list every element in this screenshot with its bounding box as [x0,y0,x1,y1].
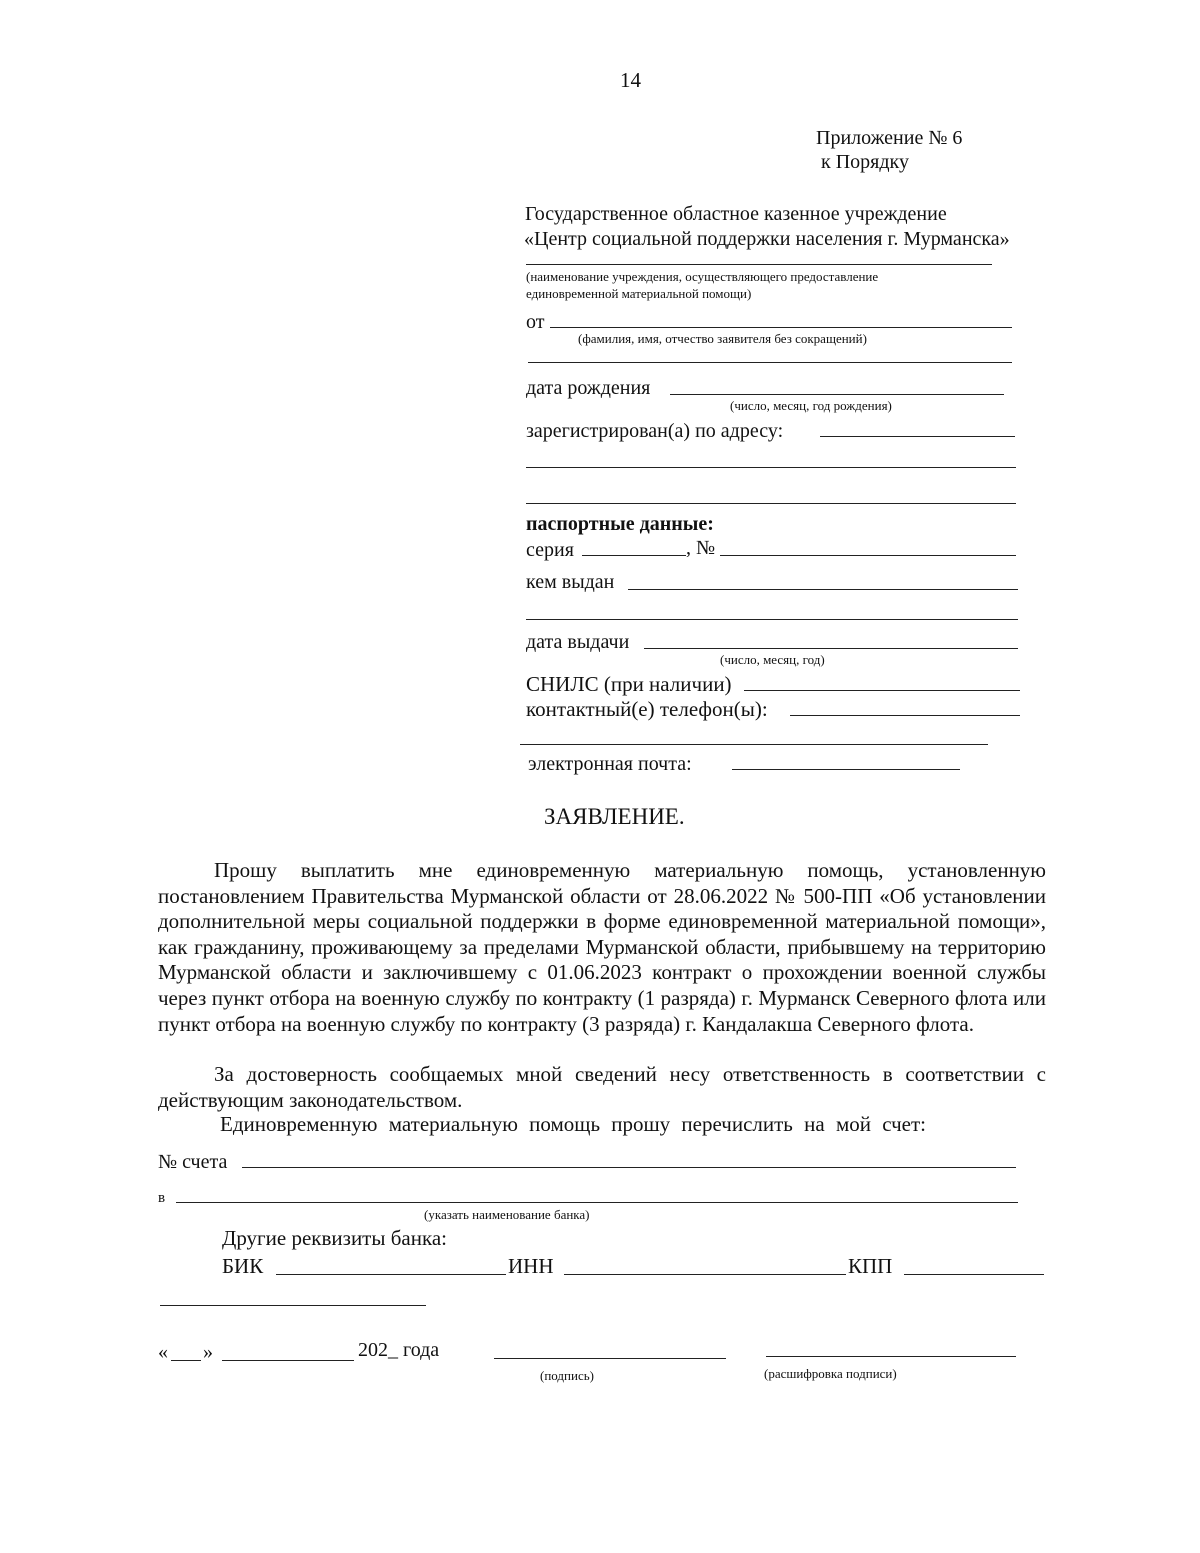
phone-field[interactable] [790,715,1020,716]
date-quote-close: » [203,1341,213,1363]
date-quote-open: « [158,1341,168,1363]
statement-paragraph-1 [158,858,1046,1037]
snils-label: СНИЛС (при наличии) [526,672,732,696]
recipient-underline [526,264,992,265]
kpp-field[interactable] [904,1274,1044,1275]
recipient-hint-line1: (наименование учреждения, осуществляющего предоставление [526,269,879,284]
birth-hint: (число, месяц, год рождения) [730,398,892,413]
passport-title: паспортные данные: [526,513,714,535]
bank-hint: (указать наименование банка) [424,1207,590,1222]
issued-by-label: кем выдан [526,571,615,593]
kpp-label: КПП [848,1254,893,1278]
series-label: серия [526,539,574,561]
number-label: , № [686,537,716,559]
bik-label: БИК [222,1254,264,1278]
statement-paragraph-1-text: Прошу выплатить мне единовременную материальную помощь, установленную постановлением Правительства Мурманской области от 28.06.2022 № 500-ПП «Об установлении дополнительной меры социальной поддержки в форме единовременной материальной помощи», как гражданину, проживающему за пределами Мурманской области, прибывшему на территорию Мурманской области и заключившему с 01.06.2023 контракт о прохождении военной службы через пункт отбора на военную службу по контракту (1 разряда) г. Мурманск Северного флота или пункт отбора на военную службу по контракту (3 разряда) г. Кандалакша Северного флота. [158,858,1046,1036]
signature-decode-hint: (расшифровка подписи) [764,1366,897,1381]
bank-extra-field[interactable] [160,1305,426,1306]
account-label: № счета [158,1151,228,1173]
issue-date-field[interactable] [644,648,1018,649]
issue-date-label: дата выдачи [526,631,630,653]
signature-hint: (подпись) [540,1368,594,1383]
series-field[interactable] [582,555,686,556]
from-field-2[interactable] [528,362,1012,363]
address-field[interactable] [820,436,1015,437]
signature-decode-field[interactable] [766,1356,1016,1357]
signature-field[interactable] [494,1358,726,1359]
account-field[interactable] [242,1167,1016,1168]
from-hint: (фамилия, имя, отчество заявителя без сокращений) [578,331,867,346]
appendix-line2: к Порядку [821,151,909,173]
from-label: от [526,311,545,333]
statement-paragraph-2 [158,1062,1046,1113]
from-field[interactable] [550,327,1012,328]
birth-field[interactable] [670,394,1004,395]
statement-title: ЗАЯВЛЕНИЕ. [544,804,685,829]
page-number: 14 [620,68,641,92]
address-label: зарегистрирован(а) по адресу: [526,420,784,442]
date-month-field[interactable] [222,1360,354,1361]
statement-paragraph-3: Единовременную материальную помощь прошу перечислить на мой счет: [220,1112,927,1136]
recipient-line2: «Центр социальной поддержки населения г. Мурманска» [524,228,1010,250]
phone-field-2[interactable] [520,744,988,745]
statement-paragraph-2-text: За достоверность сообщаемых мной сведений несу ответственность в соответствии с действующим законодательством. [158,1062,1046,1112]
email-field[interactable] [732,769,960,770]
snils-field[interactable] [744,690,1020,691]
issue-date-hint: (число, месяц, год) [720,652,825,667]
inn-label: ИНН [508,1254,554,1278]
bank-in-label: в [158,1190,166,1206]
bik-field[interactable] [276,1274,506,1275]
year-label: 202_ года [358,1339,440,1361]
address-field-3[interactable] [526,503,1016,504]
recipient-hint-line2: единовременной материальной помощи) [526,286,752,301]
issued-by-field-2[interactable] [526,619,1018,620]
issued-by-field[interactable] [628,589,1018,590]
address-field-2[interactable] [526,467,1016,468]
date-day-field[interactable] [171,1360,201,1361]
phone-label: контактный(е) телефон(ы): [526,697,768,721]
birth-label: дата рождения [526,377,651,399]
bank-other-label: Другие реквизиты банка: [222,1226,448,1250]
email-label: электронная почта: [528,753,692,775]
bank-name-field[interactable] [176,1202,1018,1203]
inn-field[interactable] [564,1274,846,1275]
number-field[interactable] [720,555,1016,556]
appendix-line1: Приложение № 6 [816,127,963,149]
recipient-line1: Государственное областное казенное учреждение [525,203,947,225]
